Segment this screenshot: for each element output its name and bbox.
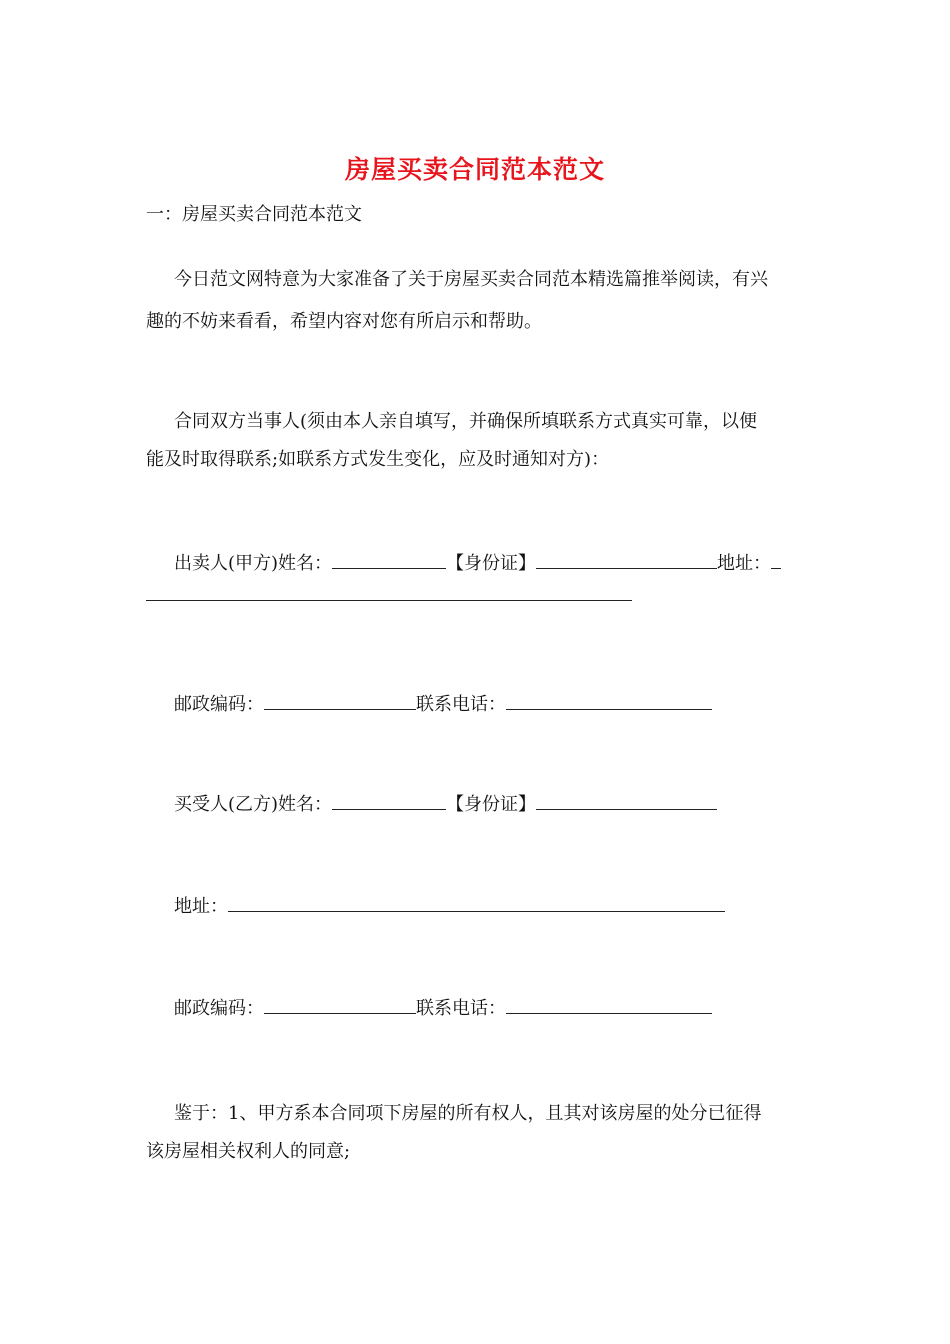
buyer-id-label: 【身份证】 [446,794,537,815]
buyer-address-field[interactable] [228,910,725,912]
buyer-address-label: 地址： [174,896,228,917]
buyer-phone-field[interactable] [506,1012,712,1014]
seller-address-continuation [146,578,810,614]
whereas-line-2: 该房屋相关权利人的同意; [146,1141,351,1162]
document-title: 房屋买卖合同范本范文 [344,155,605,184]
seller-id-field[interactable] [536,567,717,569]
buyer-name-field[interactable] [332,808,446,810]
seller-id-label: 【身份证】 [446,553,537,574]
seller-info-line [146,546,838,582]
buyer-name-label: 买受人(乙方)姓名： [174,794,333,815]
buyer-info-line [146,787,838,823]
seller-contact-line [146,687,838,723]
buyer-contact-line [146,991,838,1027]
buyer-address-line [146,889,838,925]
buyer-postcode-field[interactable] [264,1012,416,1014]
section-heading: 一：房屋买卖合同范本范文 [146,204,362,225]
buyer-id-field[interactable] [536,808,717,810]
intro-line-2: 趣的不妨来看看，希望内容对您有所启示和帮助。 [146,311,542,332]
seller-phone-label: 联系电话： [416,694,506,715]
intro-line-1: 今日范文网特意为大家准备了关于房屋买卖合同范本精选篇推举阅读，有兴 [174,269,768,290]
parties-note-line-1: 合同双方当事人(须由本人亲自填写，并确保所填联系方式真实可靠，以便 [174,411,758,432]
seller-name-field[interactable] [332,567,446,569]
seller-address-field[interactable] [146,599,632,601]
whereas-line-1: 鉴于：1、甲方系本合同项下房屋的所有权人，且其对该房屋的处分已征得 [174,1103,762,1124]
seller-address-field-start[interactable] [771,567,781,569]
seller-postcode-label: 邮政编码： [174,694,264,715]
seller-phone-field[interactable] [506,708,712,710]
seller-address-label: 地址： [717,553,772,574]
buyer-postcode-label: 邮政编码： [174,998,264,1019]
parties-note-line-2: 能及时取得联系;如联系方式发生变化，应及时通知对方)： [146,449,610,470]
seller-name-label: 出卖人(甲方)姓名： [174,553,333,574]
buyer-phone-label: 联系电话： [416,998,506,1019]
seller-postcode-field[interactable] [264,708,416,710]
